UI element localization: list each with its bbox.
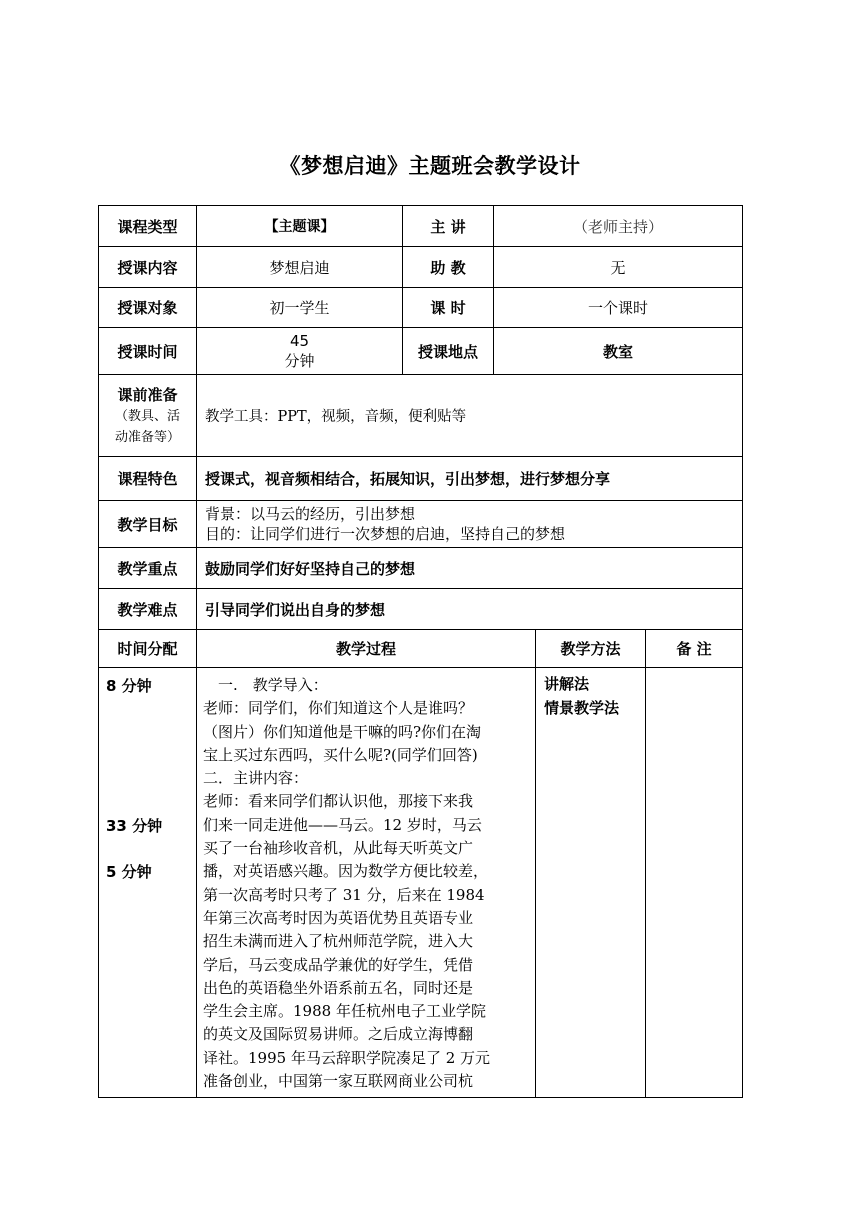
- process-line: 老师：看来同学们都认识他，那接下来我: [203, 792, 474, 811]
- time-item-1: 8 分钟: [106, 677, 152, 695]
- value-goal: [197, 501, 743, 548]
- row-goal: [99, 501, 743, 548]
- document-title: 《梦想启迪》主题班会教学设计: [279, 154, 581, 178]
- process-line: 二．主讲内容：: [203, 769, 309, 788]
- time-item-3: 5 分钟: [106, 863, 152, 881]
- row-audience: [99, 288, 743, 328]
- process-line: 老师：同学们，你们知道这个人是谁吗？: [203, 699, 474, 718]
- process-line: 的英文及国际贸易讲师。之后成立海博翻: [203, 1025, 474, 1044]
- row-process-body: [99, 668, 743, 1098]
- process-line: 第一次高考时只考了 31 分，后来在 1984: [203, 885, 485, 904]
- label-prep-cell: [99, 375, 197, 457]
- label-assistant: 助 教: [403, 247, 494, 288]
- value-prep: 教学工具：PPT，视频，音频，便利贴等: [197, 375, 743, 457]
- header-process: 教学过程: [197, 630, 536, 668]
- time-allocation-cell: [99, 668, 197, 1098]
- process-line: 招生未满而进入了杭州师范学院，进入大: [203, 932, 474, 951]
- value-time: [197, 328, 403, 375]
- process-line: 一. 教学导入：: [203, 676, 328, 694]
- value-difficulty: 引导同学们说出自身的梦想: [197, 589, 743, 630]
- label-feature: 课程特色: [99, 457, 197, 501]
- goal-line-2: 目的：让同学们进行一次梦想的启迪，坚持自己的梦想: [205, 525, 566, 543]
- label-lecturer: 主 讲: [403, 206, 494, 247]
- value-time-unit: 分钟: [284, 352, 315, 370]
- label-prep-sub2: 动准备等）: [114, 429, 180, 445]
- label-prep-sub1: （教具、活: [114, 408, 180, 424]
- process-text-cell: [197, 668, 536, 1098]
- label-difficulty: 教学难点: [99, 589, 197, 630]
- value-content: 梦想启迪: [197, 247, 403, 288]
- process-line: 们来一同走进他——马云。12 岁时，马云: [203, 815, 482, 834]
- label-time: 授课时间: [99, 328, 197, 375]
- row-focus: [99, 548, 743, 589]
- process-line: 译社。1995 年马云辞职学院凑足了 2 万元: [203, 1048, 491, 1067]
- process-line: 播，对英语感兴趣。因为数学方便比较差，: [203, 862, 489, 881]
- value-audience: 初一学生: [197, 288, 403, 328]
- label-focus: 教学重点: [99, 548, 197, 589]
- row-difficulty: [99, 589, 743, 630]
- note-cell: [646, 668, 743, 1098]
- method-item-2: 情景教学法: [544, 699, 620, 717]
- label-location: 授课地点: [403, 328, 494, 375]
- goal-line-1: 背景：以马云的经历，引出梦想: [205, 505, 416, 523]
- process-line: 学生会主席。1988 年任杭州电子工业学院: [203, 1002, 486, 1021]
- time-item-2: 33 分钟: [106, 817, 163, 835]
- process-line: 宝上买过东西吗，买什么呢?(同学们回答): [203, 745, 478, 764]
- row-feature: [99, 457, 743, 501]
- label-prep: 课前准备: [117, 385, 178, 404]
- process-line: 年第三次高考时因为英语优势且英语专业: [203, 908, 474, 927]
- value-feature: 授课式，视音频相结合，拓展知识，引出梦想，进行梦想分享: [197, 457, 743, 501]
- method-item-1: 讲解法: [544, 675, 590, 693]
- header-method: 教学方法: [536, 630, 646, 668]
- process-line: 买了一台袖珍收音机，从此每天听英文广: [203, 839, 474, 858]
- method-cell: [536, 668, 646, 1098]
- label-course-type: 课程类型: [99, 206, 197, 247]
- row-process-header: [99, 630, 743, 668]
- header-time: 时间分配: [99, 630, 197, 668]
- process-line: 学后，马云变成品学兼优的好学生，凭借: [203, 955, 474, 974]
- value-location: 教室: [494, 328, 743, 375]
- label-content: 授课内容: [99, 247, 197, 288]
- process-line: 出色的英语稳坐外语系前五名，同时还是: [203, 978, 474, 997]
- header-note: 备 注: [646, 630, 743, 668]
- label-audience: 授课对象: [99, 288, 197, 328]
- row-content: [99, 247, 743, 288]
- value-period: 一个课时: [494, 288, 743, 328]
- value-time-number: 45: [289, 332, 310, 350]
- process-line: 准备创业，中国第一家互联网商业公司杭: [203, 1072, 474, 1091]
- label-period: 课 时: [403, 288, 494, 328]
- row-prep: [99, 375, 743, 457]
- process-line: （图片）你们知道他是干嘛的吗?你们在淘: [203, 722, 482, 741]
- row-course-type: [99, 206, 743, 247]
- value-focus: 鼓励同学们好好坚持自己的梦想: [197, 548, 743, 589]
- lesson-plan-table: [98, 205, 743, 1098]
- value-course-type: 【主题课】: [197, 206, 403, 247]
- label-goal: 教学目标: [99, 501, 197, 548]
- value-assistant: 无: [494, 247, 743, 288]
- value-lecturer: （老师主持）: [494, 206, 743, 247]
- row-time: [99, 328, 743, 375]
